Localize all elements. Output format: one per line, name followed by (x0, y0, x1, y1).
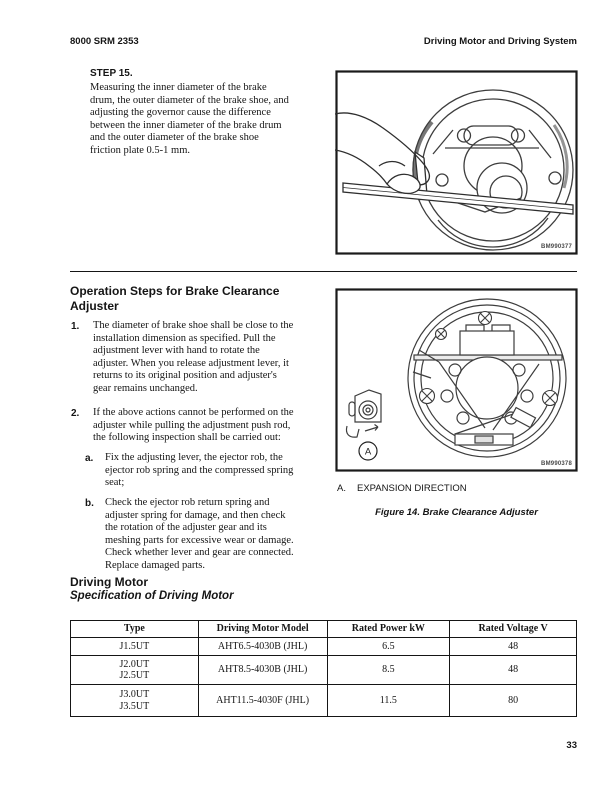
header-doc-code: 8000 SRM 2353 (70, 36, 139, 47)
operation-section-heading: Operation Steps for Brake Clearance Adjuster (70, 284, 280, 313)
legend-text: EXPANSION DIRECTION (357, 483, 467, 494)
driving-motor-heading: Driving Motor (70, 575, 148, 589)
cell-type: J3.0UT J3.5UT (71, 685, 199, 717)
step-15-body: Measuring the inner diameter of the brake drum, the outer diameter of the brake shoe, and adjusting the governor cause the difference between the inner diameter of the brake drum and the outer diameter of the brake shoe friction plate 0.5-1 mm. (90, 82, 289, 156)
step-15-block (90, 68, 340, 158)
driving-motor-spec-table (70, 620, 577, 717)
cell-model: AHT8.5-4030B (JHL) (198, 656, 327, 685)
list-item-text: Check the ejector rob return spring and adjuster spring for damage, and then check the rotation of the adjuster gear and its meshing parts for excessive wear or damage. Check whether lever and gear are connected. Replace damaged parts. (105, 497, 294, 571)
list-subitem-b (85, 497, 294, 573)
figure2-legend (337, 483, 467, 494)
list-item-2 (71, 407, 294, 445)
page-number: 33 (566, 740, 577, 751)
col-header-model: Driving Motor Model (198, 621, 327, 638)
cell-model: AHT11.5-4030F (JHL) (198, 685, 327, 717)
cell-type: J2.0UT J2.5UT (71, 656, 199, 685)
col-header-type: Type (71, 621, 199, 638)
table-row (71, 685, 577, 717)
list-item-text: Fix the adjusting lever, the ejector rob, the ejector rob spring and the compressed spring seat; (105, 452, 294, 489)
cell-voltage: 48 (450, 656, 577, 685)
brake-clearance-adjuster-drawing (335, 288, 578, 472)
list-item-number: 2. (71, 408, 80, 419)
header-section-title: Driving Motor and Driving System (423, 36, 577, 47)
brake-drum-measurement-drawing (335, 70, 578, 255)
table-row (71, 638, 577, 656)
cell-power: 6.5 (327, 638, 450, 656)
figure1-id-label: BM990377 (541, 244, 572, 250)
cell-voltage: 48 (450, 638, 577, 656)
step-15-title: STEP 15. (90, 68, 133, 79)
figure-brake-drum-measurement (335, 70, 578, 255)
list-item-1 (71, 320, 293, 396)
driving-motor-subheading: Specification of Driving Motor (70, 590, 234, 602)
col-header-voltage: Rated Voltage V (450, 621, 577, 638)
cell-model: AHT6.5-4030B (JHL) (198, 638, 327, 656)
cell-voltage: 80 (450, 685, 577, 717)
page-header (70, 36, 577, 47)
cell-power: 11.5 (327, 685, 450, 717)
table-row (71, 656, 577, 685)
list-item-text: If the above actions cannot be performed on the adjuster while pulling the adjustment push rod, the following inspection shall be carried out: (93, 407, 294, 444)
legend-letter: A. (337, 483, 346, 494)
list-subitem-a (85, 452, 293, 490)
list-item-number: 1. (71, 321, 80, 332)
col-header-power: Rated Power kW (327, 621, 450, 638)
figure2-caption: Figure 14. Brake Clearance Adjuster (375, 507, 538, 518)
cell-type: J1.5UT (71, 638, 199, 656)
table-header-row (71, 621, 577, 638)
callout-a-letter: A (364, 446, 372, 458)
list-item-text: The diameter of brake shoe shall be close to the installation dimension as specified. Pull the adjustment lever with hand to rotate the adjuster. When you release adjustment lever, it returns to its original position and adjuster's gear remains unchanged. (93, 320, 294, 394)
figure2-id-label: BM990378 (541, 461, 572, 467)
list-item-number: a. (85, 453, 94, 464)
figure-brake-clearance-adjuster (335, 288, 578, 472)
list-item-number: b. (85, 498, 94, 509)
section-divider (70, 271, 577, 272)
cell-power: 8.5 (327, 656, 450, 685)
